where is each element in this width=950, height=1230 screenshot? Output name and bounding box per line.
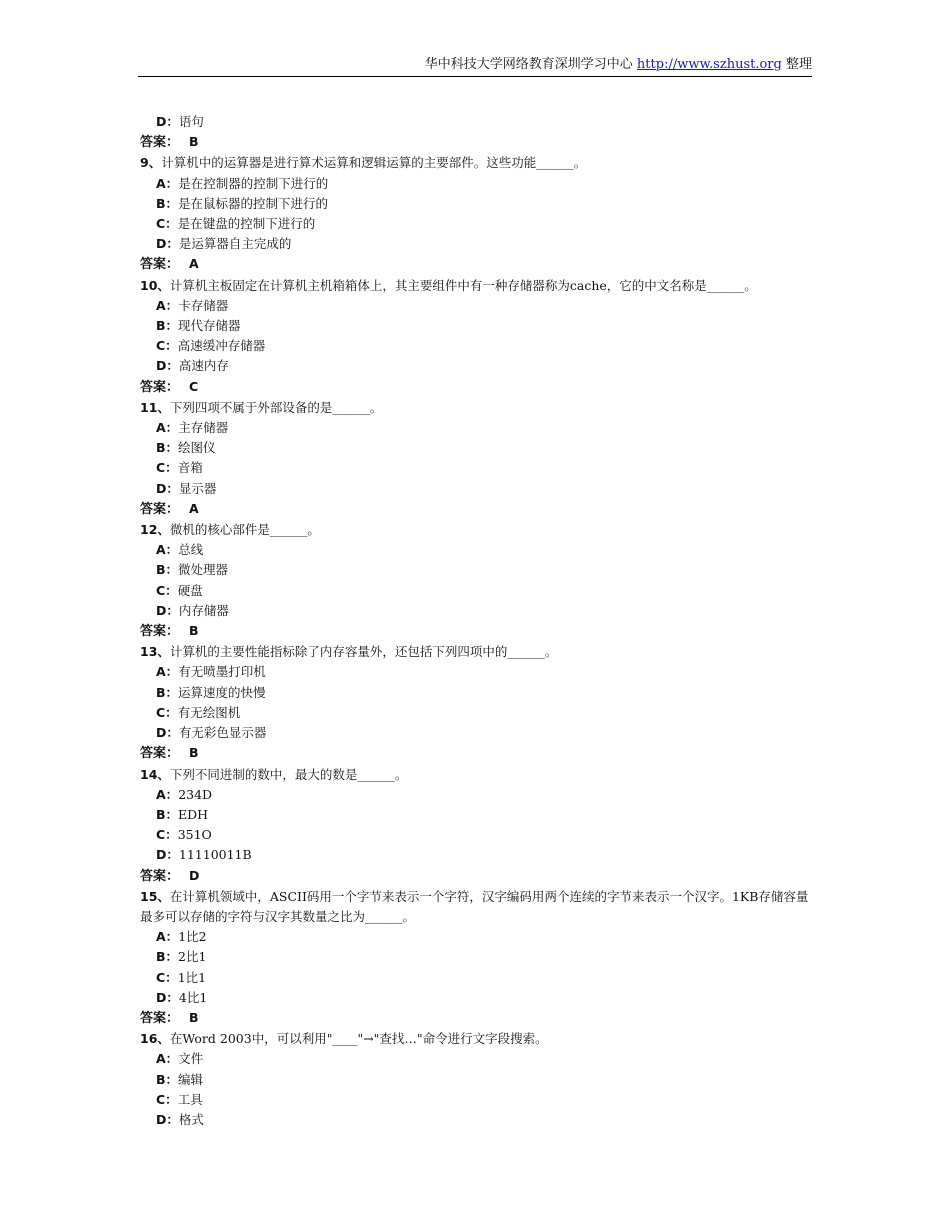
answer-line: 答案： B [140, 1009, 199, 1026]
option-item: D：有无彩色显示器 [156, 725, 267, 741]
header-org: 华中科技大学网络教育深圳学习中心 [424, 57, 633, 72]
question-item: 11、下列四项不属于外部设备的是______。 [140, 399, 383, 415]
question-item: 16、在Word 2003中，可以利用"____"→"查找…"命令进行文字段搜索。 [140, 1031, 548, 1047]
answer-line: 答案： C [140, 378, 199, 395]
question-item: 15、在计算机领域中，ASCII码用一个字节来表示一个字符，汉字编码用两个连续的字节来表示一个汉字。1KB存储容量最多可以存储的字符与汉字其数量之比为______。 [140, 888, 809, 924]
answer-line: 答案： B [140, 745, 199, 762]
option-item: D：高速内存 [156, 358, 229, 374]
option-item: C：硬盘 [156, 582, 203, 598]
answer-line: 答案： D [140, 867, 200, 884]
option-item: D：11110011B [156, 847, 252, 863]
option-item: D：显示器 [156, 480, 217, 496]
option-item: D：内存储器 [156, 602, 229, 618]
option-item: B：2比1 [156, 949, 207, 965]
header-suffix: 整理 [785, 57, 812, 72]
option-item: B：是在鼠标器的控制下进行的 [156, 195, 329, 211]
option-item: A：卡存储器 [156, 297, 229, 313]
option-item: C：有无绘图机 [156, 704, 241, 720]
answer-line: 答案： A [140, 500, 199, 517]
option-item: C：音箱 [156, 460, 203, 476]
option-item: D：语句 [156, 114, 204, 129]
option-item: A：总线 [156, 542, 204, 558]
option-item: B：现代存储器 [156, 318, 241, 334]
option-item: C：是在键盘的控制下进行的 [156, 216, 316, 232]
question-item: 13、计算机的主要性能指标除了内存容量外，还包括下列四项中的______。 [140, 644, 558, 660]
answer-line: 答案： B [140, 623, 199, 640]
option-item: A：主存储器 [156, 420, 229, 436]
question-item: 14、下列不同进制的数中，最大的数是______。 [140, 766, 408, 782]
option-item: A：有无喷墨打印机 [156, 664, 266, 680]
option-item: D：是运算器自主完成的 [156, 236, 292, 252]
option-item: B：微处理器 [156, 562, 229, 578]
option-item: A：是在控制器的控制下进行的 [156, 175, 329, 191]
option-item: B：绘图仪 [156, 440, 216, 456]
answer-line: 答案： B [140, 134, 199, 151]
question-item: 10、计算机主板固定在计算机主机箱箱体上，其主要组件中有一种存储器称为cache，它的中文名称是______。 [140, 277, 757, 293]
option-item: A：文件 [156, 1051, 204, 1067]
option-item: A：234D [156, 786, 213, 802]
question-list [140, 112, 820, 1130]
option-item: B：编辑 [156, 1071, 204, 1087]
option-item: A：1比2 [156, 929, 207, 945]
option-item: C：高速缓冲存储器 [156, 338, 266, 354]
option-item: B：运算速度的快慢 [156, 684, 266, 700]
option-item: D：4比1 [156, 989, 208, 1005]
option-item: C：工具 [156, 1091, 203, 1107]
answer-line: 答案： A [140, 256, 199, 273]
option-item: B：EDH [156, 806, 209, 822]
option-item: C：1比1 [156, 969, 207, 985]
option-item: C：351O [156, 827, 212, 843]
option-item: D：格式 [156, 1111, 204, 1127]
header-link[interactable]: http://www.szhust.org [636, 57, 782, 72]
question-item: 9、计算机中的运算器是进行算术运算和逻辑运算的主要部件。这些功能______。 [140, 155, 587, 171]
page-header [138, 56, 812, 77]
question-item: 12、微机的核心部件是______。 [140, 522, 320, 538]
